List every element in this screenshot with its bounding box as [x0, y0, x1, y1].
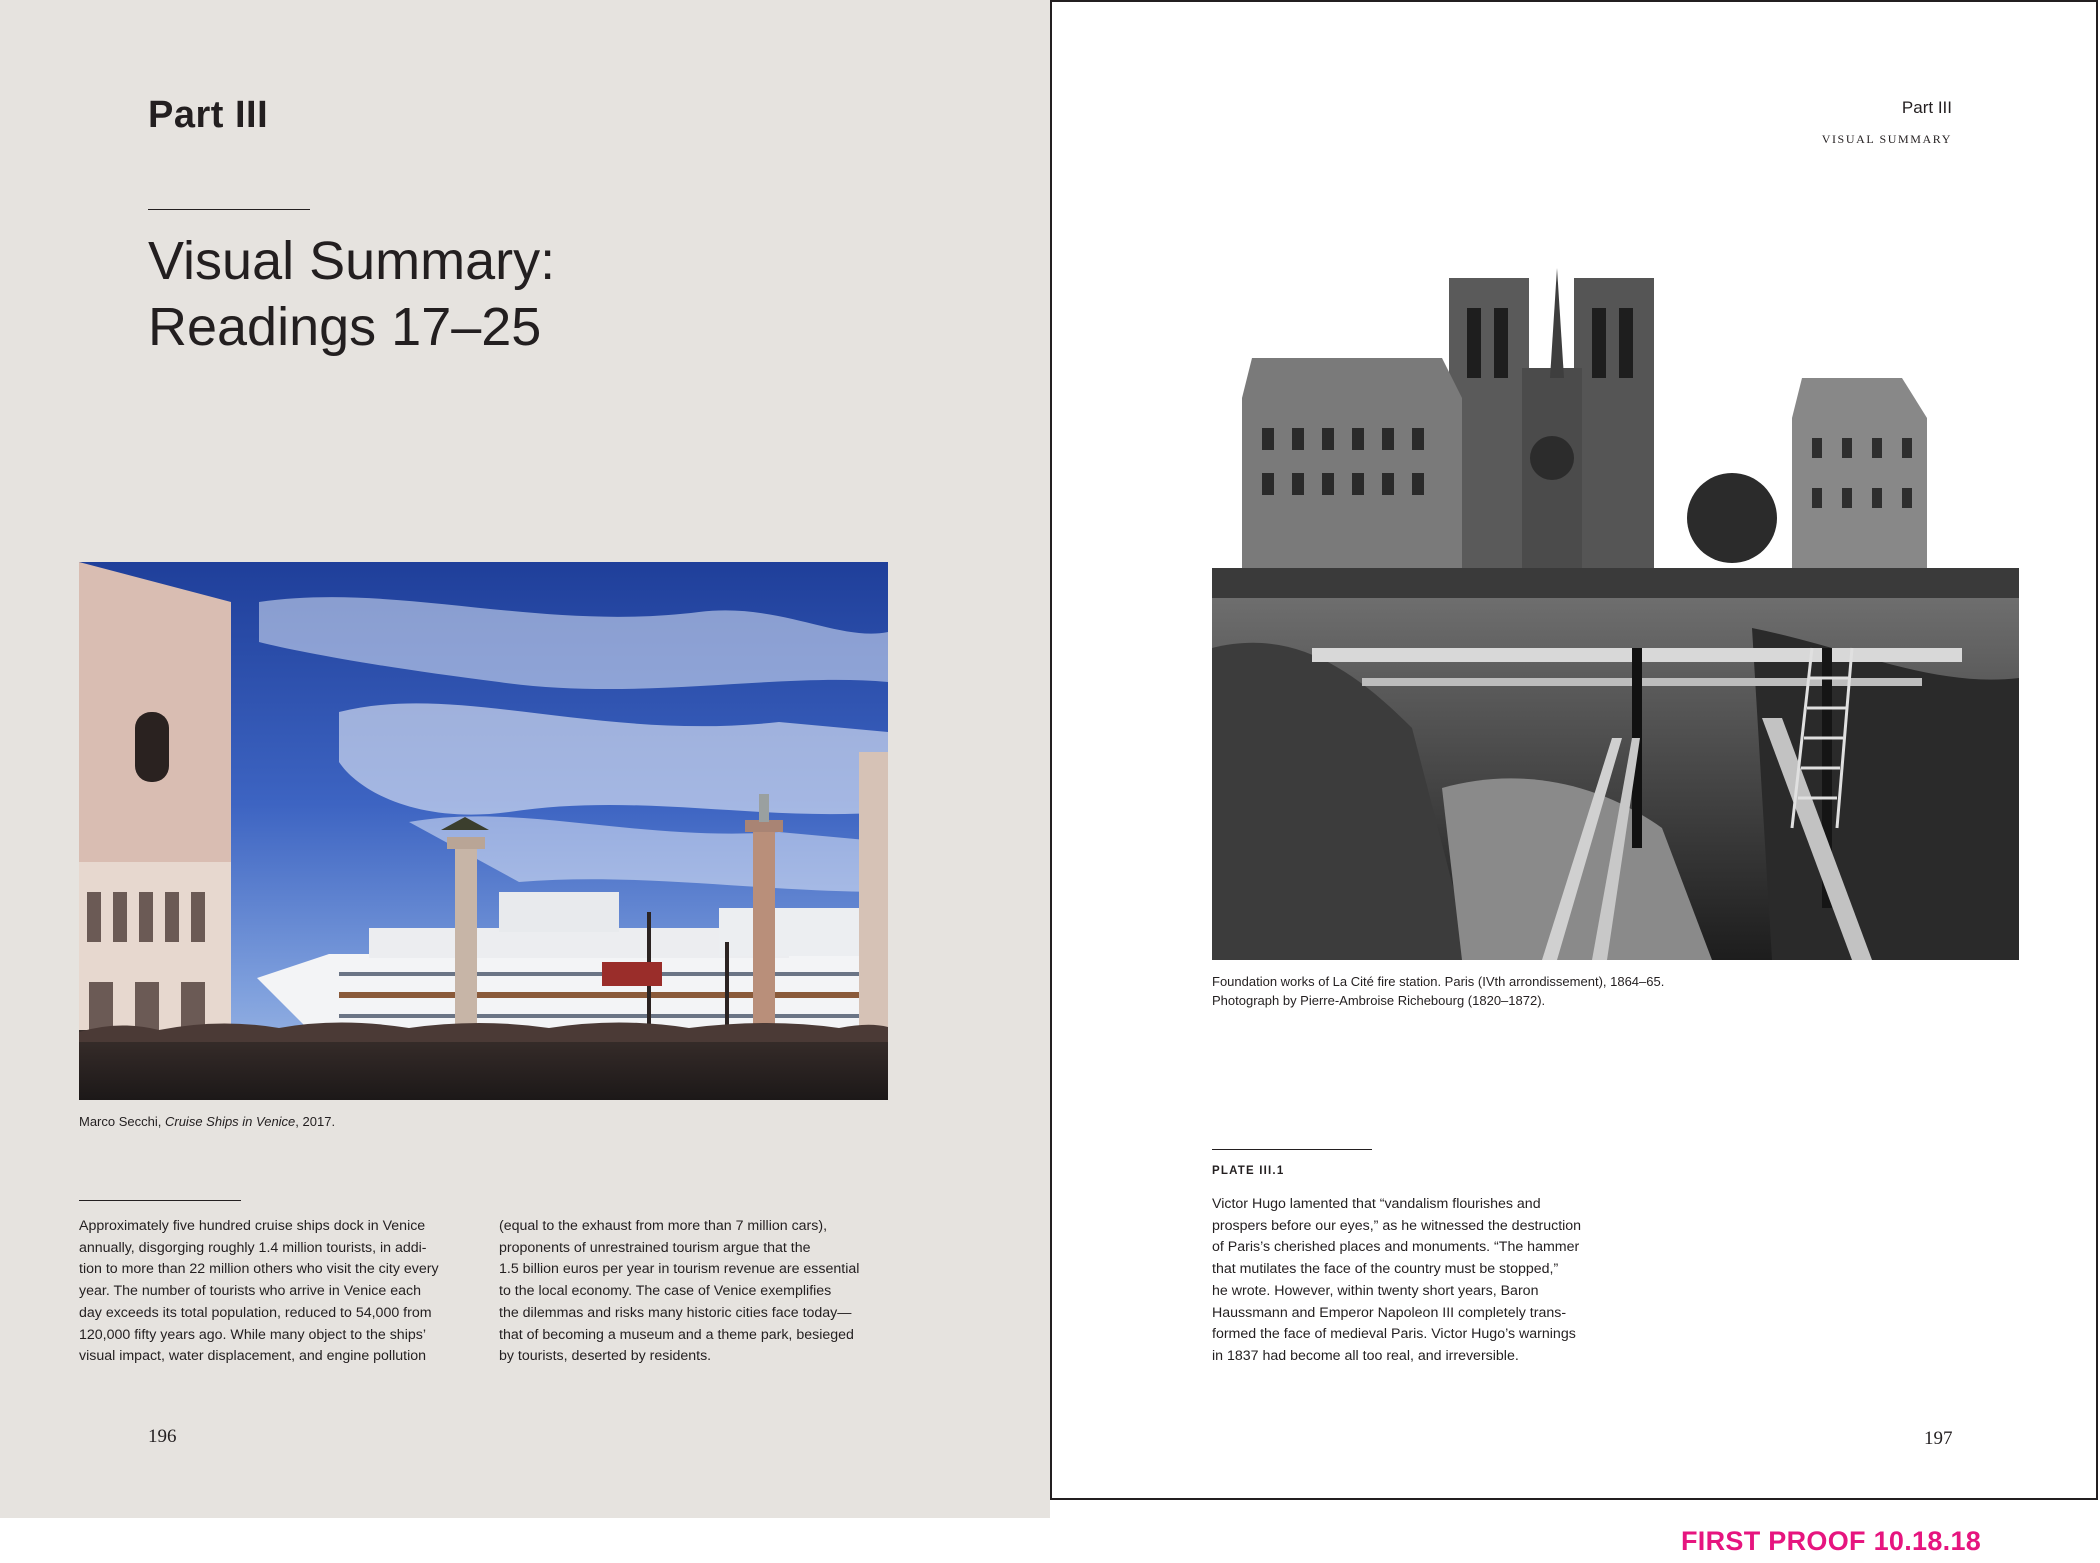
- plate-text-line: formed the face of medieval Paris. Victor Hugo’s warnings: [1212, 1326, 1576, 1343]
- body-line: Approximately five hundred cruise ships dock in Venice: [79, 1218, 426, 1234]
- running-head-part: Part III: [1901, 98, 1952, 117]
- plate-text-line: in 1837 had become all too real, and irreversible.: [1212, 1347, 1519, 1364]
- chapter-title-line-1: Visual Summary:: [148, 231, 556, 291]
- body-line: visual impact, water displacement, and engine pollution: [79, 1348, 427, 1365]
- plate-text-line: Haussmann and Emperor Napoleon III completely trans-: [1212, 1304, 1567, 1321]
- page-number-left: 196: [148, 1426, 177, 1447]
- venice-photo-caption-text: [79, 1112, 579, 1131]
- left-page: [0, 0, 1050, 1518]
- body-line: year. The number of tourists who arrive in Venice each: [79, 1283, 421, 1300]
- running-head-section: VISUAL SUMMARY: [1821, 132, 1952, 146]
- plate-text-line: he wrote. However, within twenty short years, Baron: [1212, 1282, 1539, 1299]
- plate-label: PLATE III.1: [1212, 1165, 1285, 1177]
- paris-caption-line-2: Photograph by Pierre-Ambroise Richebourg (1820–1872).: [1212, 993, 1546, 1008]
- caption-prefix: Marco Secchi,: [79, 1114, 165, 1129]
- body-line: proponents of unrestrained tourism argue that the: [499, 1239, 811, 1256]
- body-line: tion to more than 22 million others who visit the city every: [79, 1261, 439, 1278]
- venice-cruise-ship-photo: [79, 562, 888, 1100]
- plate-rule: [1212, 1149, 1372, 1150]
- body-column-2: [499, 1216, 894, 1368]
- plate-text-line: of Paris’s cherished places and monuments. “The hammer: [1212, 1239, 1580, 1256]
- paris-caption-line-1: Foundation works of La Cité fire station. Paris (IVth arrondissement), 1864–65.: [1212, 974, 1665, 989]
- body-line: that of becoming a museum and a theme park, besieged: [499, 1326, 854, 1343]
- body-line: 1.5 billion euros per year in tourism revenue are essential: [499, 1261, 860, 1278]
- title-rule: [148, 209, 310, 210]
- plate-text: [1212, 1194, 1612, 1368]
- body-line: to the local economy. The case of Venice exemplifies: [499, 1283, 832, 1300]
- part-label: Part III: [148, 94, 269, 136]
- page-number-right: 197: [1924, 1428, 1953, 1449]
- body-text-rule: [79, 1200, 241, 1201]
- plate-text-line: Victor Hugo lamented that “vandalism flourishes and: [1212, 1196, 1541, 1212]
- body-line: annually, disgorging roughly 1.4 million tourists, in addi-: [79, 1239, 427, 1256]
- body-line: the dilemmas and risks many historic cities face today—: [499, 1304, 852, 1321]
- body-line: 120,000 fifty years ago. While many object to the ships’: [79, 1326, 426, 1343]
- body-line: (equal to the exhaust from more than 7 million cars),: [499, 1218, 828, 1234]
- body-column-1: [79, 1216, 474, 1368]
- caption-work-title: Cruise Ships in Venice: [164, 1114, 296, 1129]
- chapter-title-line-2: Readings 17–25: [148, 297, 542, 357]
- plate-text-line: that mutilates the face of the country must be stopped,”: [1212, 1261, 1559, 1278]
- plate-text-line: prospers before our eyes,” as he witnessed the destruction: [1212, 1217, 1582, 1234]
- caption-suffix: , 2017.: [295, 1114, 336, 1129]
- chapter-title: [148, 228, 748, 360]
- body-line: by tourists, deserted by residents.: [499, 1348, 712, 1365]
- paris-photo-caption: [1212, 972, 1912, 1010]
- paris-foundation-works-photo: [1212, 268, 2019, 960]
- body-line: day exceeds its total population, reduced to 54,000 from: [79, 1304, 432, 1321]
- venice-photo-caption: [79, 1112, 579, 1131]
- proof-stamp: FIRST PROOF 10.18.18: [1681, 1526, 1982, 1556]
